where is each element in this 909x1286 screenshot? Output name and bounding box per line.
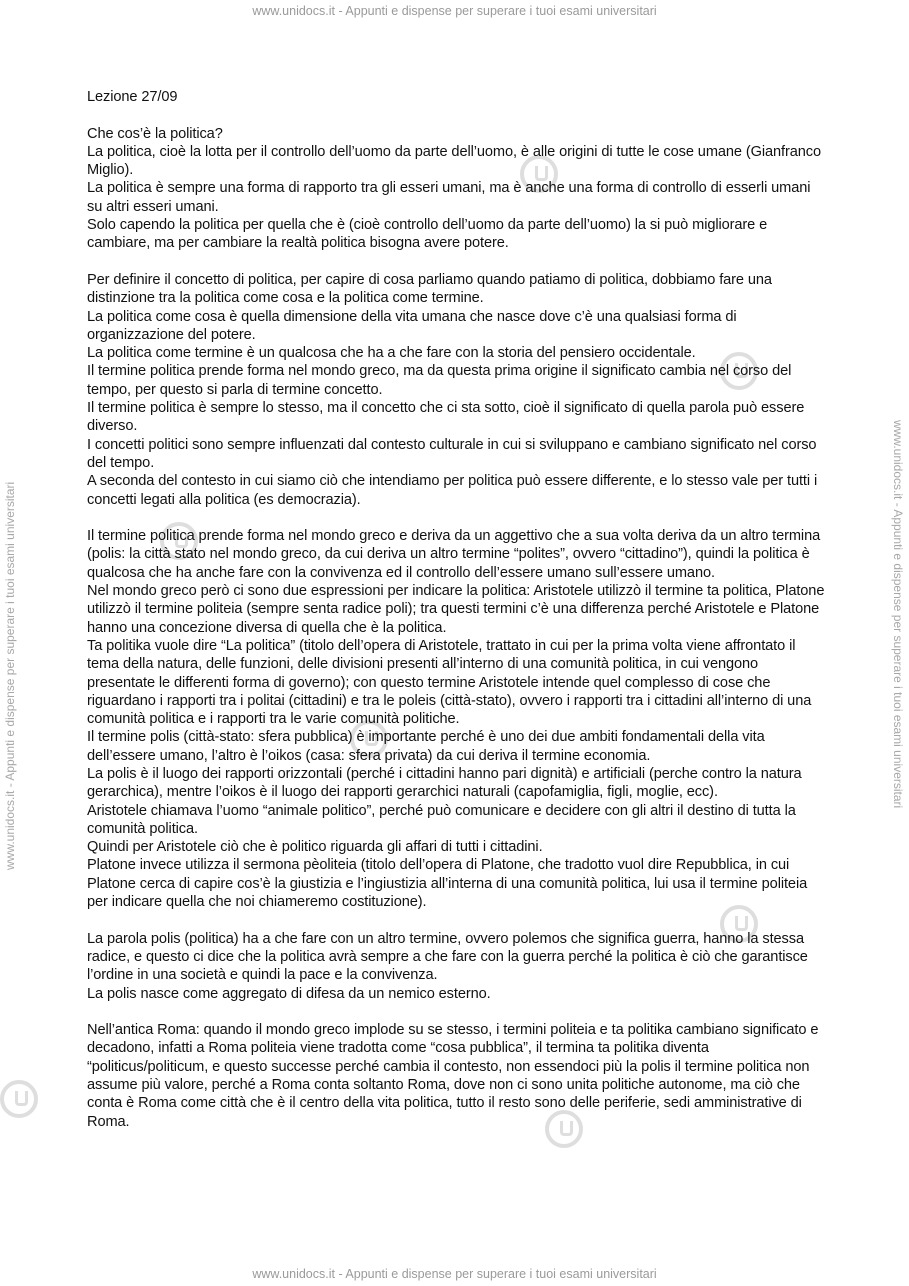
paragraph: Aristotele chiamava l’uomo “animale politico”, perché può comunicare e decidere con gli altri il destino di tutta la comunità politica. (87, 802, 796, 837)
paragraph: Il termine politica è sempre lo stesso, ma il concetto che ci sta sotto, cioè il significato di quella parola può essere diverso. (87, 400, 805, 435)
paragraph: La polis è il luogo dei rapporti orizzontali (perché i cittadini hanno pari dignità) e artificiali (perche contro la natura gerarchica), mentre l’oikos è il luogo dei rapporti gerarchici naturali (capofamiglia, figli, moglie, ecc). (87, 765, 802, 801)
paragraph: Nell’antica Roma: quando il mondo greco implode su se stesso, i termini politeia e ta politika cambiano significato e decadono, infatti a Roma politeia viene tradotta come “cosa pubblica”, il termina ta politika diventa “politicus/politicum, e questo successe perché cambia il contesto, non essendoci più la polis il termine politica non assume più valore, perché a Roma conta soltanto Roma, dove non ci sono unita politiche autonome, ma ciò che conta è Roma come città che è il centro della vita politica, tutto il resto sono delle periferie, sedi amministrative di Roma. (87, 1022, 819, 1130)
paragraph: La politica come termine è un qualcosa che ha a che fare con la storia del pensiero occidentale. (87, 345, 696, 362)
paragraph: Il termine politica prende forma nel mondo greco, ma da questa prima origine il significato cambia nel corso del tempo, per questo si parla di termine concetto. (87, 363, 792, 398)
paragraph: La politica, cioè la lotta per il controllo dell’uomo da parte dell’uomo, è alle origini di tutte le cose umane (Gianfranco Miglio). (87, 143, 822, 179)
paragraph: Solo capendo la politica per quella che è (cioè controllo dell’uomo da parte dell’uomo) la si può migliorare e cambiare, ma per cambiare la realtà politica bisogna avere potere. (87, 217, 768, 252)
lesson-heading: Lezione 27/09 (87, 89, 178, 105)
paragraph: La parola polis (politica) ha a che fare con un altro termine, ovvero polemos che significa guerra, hanno la stessa radice, e questo ci dice che la politica avrà sempre a che fare con la guerra perché la politica è ciò che garantisce l’ordine in una società e quindi la pace e la convivenza. (87, 930, 808, 984)
paragraph: Platone invece utilizza il sermona pèoliteia (titolo dell’opera di Platone, che tradotto vuol dire Repubblica, in cui Platone cerca di capire cos’è la giustizia e l’ingiustizia all’interna di una comunità politica, lui usa il termine politeia per indicare quella che noi chiameremo costituzione). (87, 857, 808, 911)
paragraph: A seconda del contesto in cui siamo ciò che intendiamo per politica può essere differente, e lo stesso vale per tutti i concetti legati alla politica (es democrazia). (87, 473, 818, 508)
paragraph: Nel mondo greco però ci sono due espressioni per indicare la politica: Aristotele utilizzò il termine ta politica, Platone utilizzò il termine politeia (sempre senta radice poli); tra questi termini c’è una differenza perché Aristotele e Platone hanno una concezione diversa di quella che è la politica. (87, 583, 825, 636)
watermark-header: www.unidocs.it - Appunti e dispense per superare i tuoi esami universitari (252, 4, 657, 18)
paragraph: Il termine polis (città-stato: sfera pubblica) è importante perché è uno dei due ambiti fondamentali della vita dell’essere umano, l’altro è l’oikos (casa: sfera privata) da cui deriva il termine economia. (87, 729, 765, 764)
paragraph: Ta politika vuole dire “La politica” (titolo dell’opera di Aristotele, trattato in cui per la prima volta viene affrontato il tema della natura, delle funzioni, delle divisioni presenti all’interno di una comunità politica, in cui vengono presentate le differenti forma di governo); con questo termine Aristotele intende quel complesso di cose che riguardano i rapporti tra i politai (cittadini) e tra le poleis (città-stato), ovvero i rapporti tra i cittadini all’interno di una comunità politica e i rapporti tra le varie comunità politiche. (87, 637, 812, 728)
watermark-side-right: www.unidocs.it - Appunti e dispense per superare i tuoi esami universitari (891, 420, 905, 809)
paragraph: La politica è sempre una forma di rapporto tra gli esseri umani, ma è anche una forma di controllo di esserli umani su altri esseri umani. (87, 180, 811, 215)
watermark-logo-icon (0, 1080, 38, 1118)
document-body (87, 88, 827, 1131)
paragraph: Per definire il concetto di politica, per capire di cosa parliamo quando patiamo di politica, dobbiamo fare una distinzione tra la politica come cosa e la politica come termine. (87, 271, 772, 307)
watermark-side-left: www.unidocs.it - Appunti e dispense per superare i tuoi esami universitari (3, 481, 17, 870)
paragraph: Che cos’è la politica? (87, 125, 223, 142)
watermark-footer: www.unidocs.it - Appunti e dispense per superare i tuoi esami universitari (252, 1267, 657, 1281)
paragraph: I concetti politici sono sempre influenzati dal contesto culturale in cui si sviluppano e cambiano significato nel corso del tempo. (87, 436, 817, 471)
paragraph: La polis nasce come aggregato di difesa da un nemico esterno. (87, 985, 491, 1002)
paragraph: La politica come cosa è quella dimensione della vita umana che nasce dove c’è una qualsiasi forma di organizzazione del potere. (87, 308, 737, 343)
paragraph: Quindi per Aristotele ciò che è politico riguarda gli affari di tutti i cittadini. (87, 839, 543, 856)
paragraph: Il termine politica prende forma nel mondo greco e deriva da un aggettivo che a sua volta deriva da un altro termina (polis: la città stato nel mondo greco, da cui deriva un altro termine “polites”, ovvero “cittadino”), quindi la politica è qualcosa che ha anche fare con la convivenza ed il controllo dell’essere umano sull’essere umano. (87, 528, 821, 581)
